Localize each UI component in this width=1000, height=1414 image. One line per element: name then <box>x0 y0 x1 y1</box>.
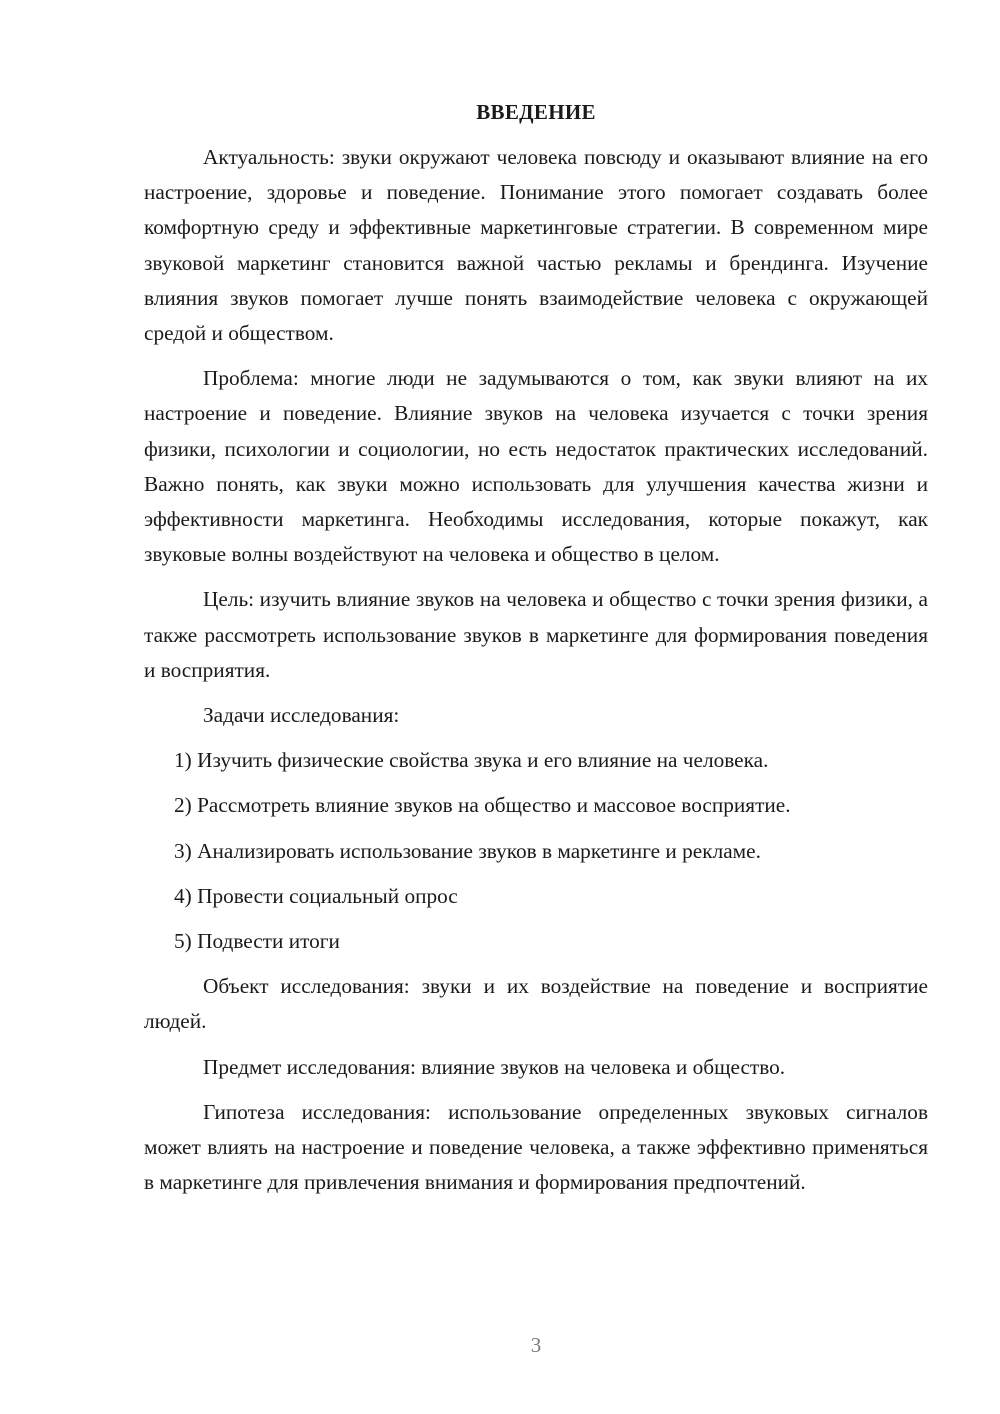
paragraph-relevance: Актуальность: звуки окружают человека повсюду и оказывают влияние на его настроение, здоровье и поведение. Понимание этого помогает создавать более комфортную среду и эффективные маркетинговые стратегии. В современном мире звуковой маркетинг становится важной частью рекламы и брендинга. Изучение влияния звуков помогает лучше понять взаимодействие человека с окружающей средой и обществом. <box>144 145 928 346</box>
paragraph-goal: Цель: изучить влияние звуков на человека и общество с точки зрения физики, а также рассмотреть использование звуков в маркетинге для формирования поведения и восприятия. <box>144 587 928 682</box>
list-item: 2) Рассмотреть влияние звуков на общество и массовое восприятие. <box>174 793 791 818</box>
list-item: 1) Изучить физические свойства звука и его влияние на человека. <box>174 748 769 773</box>
page-number: 3 <box>530 1333 542 1357</box>
list-item: 5) Подвести итоги <box>174 929 340 954</box>
page-content <box>144 95 928 1210</box>
list-item: 4) Провести социальный опрос <box>174 883 458 908</box>
paragraph-subject: Предмет исследования: влияние звуков на человека и общество. <box>203 1054 786 1079</box>
paragraph-object: Объект исследования: звуки и их воздействие на поведение и восприятие людей. <box>144 974 928 1034</box>
paragraph-problem: Проблема: многие люди не задумываются о том, как звуки влияют на их настроение и поведение. Влияние звуков на человека изучается с точки зрения физики, психологии и социологии, но есть недостаток практических исследований. Важно понять, как звуки можно использовать для улучшения качества жизни и эффективности маркетинга. Необходимы исследования, которые покажут, как звуковые волны воздействуют на человека и общество в целом. <box>144 366 928 567</box>
page-title: ВВЕДЕНИЕ <box>476 100 596 124</box>
tasks-heading: Задачи исследования: <box>203 703 400 728</box>
list-item: 3) Анализировать использование звуков в маркетинге и рекламе. <box>174 838 761 863</box>
paragraph-hypothesis: Гипотеза исследования: использование определенных звуковых сигналов может влиять на настроение и поведение человека, а также эффективно применяться в маркетинге для привлечения внимания и формирования предпочтений. <box>144 1099 928 1195</box>
tasks-list <box>144 743 928 959</box>
